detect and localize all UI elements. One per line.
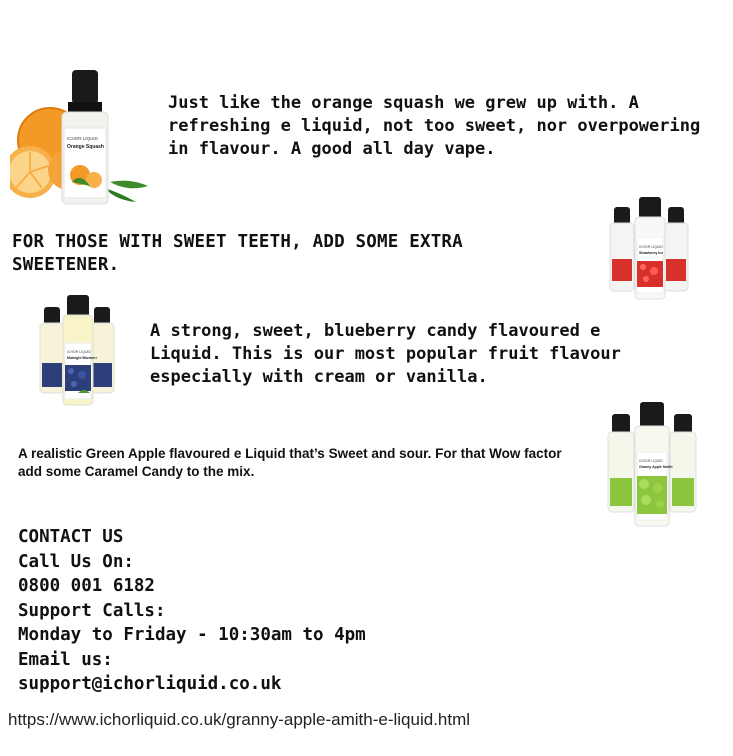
bottle-brand-label: ICHOR LIQUID (67, 350, 91, 354)
page-url[interactable]: https://www.ichorliquid.co.uk/granny-apple-amith-e-liquid.html (8, 710, 471, 729)
strawberry-description: FOR THOSE WITH SWEET TEETH, ADD SOME EXTRA SWEETENER. (12, 232, 463, 275)
strawberry-product-image (606, 193, 696, 301)
bottle-flavour-label: Strawberry Ice (639, 251, 664, 255)
bottle-flavour-label: Midnight Blueberr (67, 356, 97, 360)
bottle-brand-label: ICHOR LIQUID (639, 245, 663, 249)
blueberry-description: A strong, sweet, blueberry candy flavoured e Liquid. This is our most popular fruit flavour especially with cream or vanilla. (150, 321, 621, 387)
bottle-brand-label: ICHOR LIQUID (639, 459, 663, 463)
bottle-brand-label: ICHOR LIQUID (67, 136, 98, 141)
contact-heading: CONTACT US (18, 527, 124, 547)
orange-squash-description: Just like the orange squash we grew up with. A refreshing e liquid, not too sweet, nor overpowering in flavour. A good all day vape. (168, 93, 701, 159)
phone-number[interactable]: 0800 001 6182 (18, 576, 155, 596)
green-apple-description: A realistic Green Apple flavoured e Liquid that’s Sweet and sour. For that Wow factor add some Caramel Candy to the mix. (18, 446, 562, 479)
blueberry-product-image (38, 293, 118, 408)
orange-squash-product-image (10, 70, 150, 205)
bottle-flavour-label: Orange Squash (67, 144, 104, 150)
contact-section (18, 525, 518, 697)
call-label: Call Us On: (18, 551, 134, 572)
granny-apple-product-image (606, 400, 698, 530)
email-address[interactable]: support@ichorliquid.co.uk (18, 674, 282, 694)
support-label: Support Calls: (18, 600, 166, 621)
email-label: Email us: (18, 649, 113, 670)
bottle-flavour-label: Granny Apple Smith (639, 465, 673, 469)
support-hours: Monday to Friday - 10:30am to 4pm (18, 625, 366, 645)
